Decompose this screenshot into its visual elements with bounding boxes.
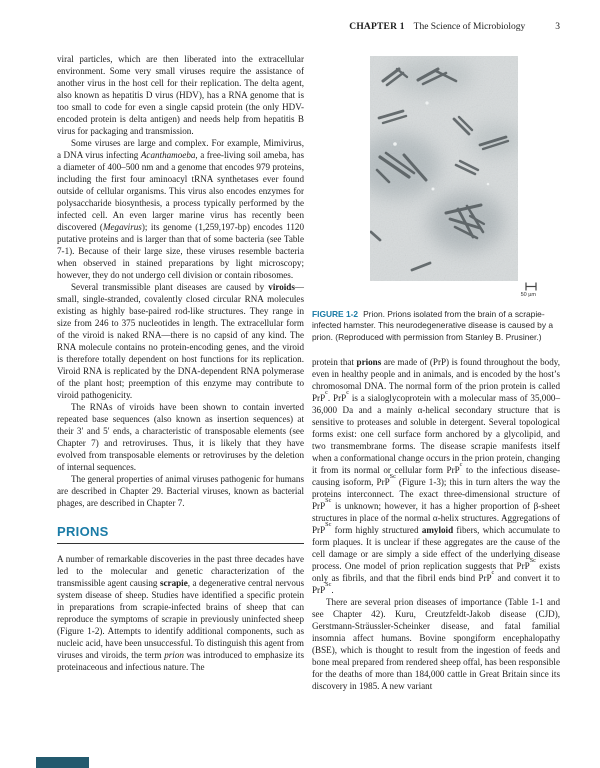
paragraph: There are several prion diseases of importance (Table 1-1 and see Chapter 42). Kuru, Creutzfeldt-Jakob disease (CJD), Gerstmann-Sträussler-Scheinker disease, and fatal familial insomnia affect humans. Bovine spongiform encephalopathy (BSE), which is thought to result from the ingestion of feeds and bone meal prepared from rendered sheep offal, has been responsible for the deaths of more than 184,000 cattle in Great Britain since its discovery in 1985. A new variant <box>312 597 560 692</box>
paragraph: protein that prions are made of (PrP) is found throughout the body, even in healthy people and in animals, and is encoded by the host’s chromosomal DNA. The normal form of the prion protein is called PrP$^c$. PrP$^c$ is a sialoglycoprotein with a molecular mass of 35,000–36,000 Da and a mainly α-helical secondary structure that is sensitive to proteases and soluble in detergent. Several topological forms exist: one cell surface form anchored by a glycolipid, and two transmembrane forms. The disease scrapie manifests itself when a conformational change occurs in the prion protein, changing it from its normal or cellular form PrP$^c$ to the infectious disease-causing isoform, PrP$^{Sc}$ (Figure 1-3); this in turn alters the way the proteins interconnect. The exact three-dimensional structure of PrP$^{Sc}$ is unknown; however, it has a higher proportion of β-sheet structures in place of the normal α-helix structures. Aggregations of PrP$^{Sc}$ form highly structured amyloid fibers, which accumulate to form plaques. It is unclear if these aggregates are the cause of the cell damage or are simply a side effect of the underlying disease process. One model of prion replication suggests that PrP$^{Sc}$ exists only as fibrils, and that the fibril ends bind PrP$^c$ and convert it to PrP$^{Sc}$. <box>312 357 560 596</box>
prion-micrograph <box>370 56 518 281</box>
figure-caption-text: Prion. Prions isolated from the brain of a scrapie-infected hamster. This neurodegenerative disease is caused by a prion. (Reproduced with permission from Stanley B. Prusiner.) <box>312 309 554 342</box>
paragraph: A number of remarkable discoveries in the past three decades have led to the molecular and genetic characterization of the transmissible agent causing scrapie, a degenerative central nervous system disease of sheep. Studies have identified a specific protein in preparations from scrapie-infected brains of sheep that can reproduce the symptoms of scrapie in previously uninfected sheep (Figure 1-2). Attempts to identify additional components, such as nucleic acid, have been unsuccessful. To distinguish this agent from viruses and viroids, the term prion was introduced to emphasize its proteinaceous and infectious nature. The <box>57 554 304 672</box>
figure-caption-label: FIGURE 1-2 <box>312 309 359 319</box>
chapter-title: The Science of Microbiology <box>413 22 526 32</box>
scale-label: 50 µm <box>520 292 536 298</box>
scale-bar <box>312 282 537 298</box>
paragraph: viral particles, which are then liberated into the extracellular environment. Some very small viruses require the assistance of another virus in the host cell for their replication. The delta agent, also known as hepatitis D virus (HDV), has a RNA genome that is too small to code for even a single capsid protein (the only HDV-encoded protein is delta antigen) and needs help from hepatitis B virus for packaging and transmission. <box>57 54 304 136</box>
scale-bar-icon <box>525 282 537 291</box>
page-number: 3 <box>555 22 560 32</box>
paragraph: The general properties of animal viruses pathogenic for humans are described in Chapter 29. Bacterial viruses, known as bacterial phages, are described in Chapter 7. <box>57 474 304 508</box>
right-paragraphs <box>312 356 560 692</box>
right-column <box>312 53 560 692</box>
section-heading-prions: PRIONS <box>57 524 304 544</box>
corner-tab <box>36 757 89 768</box>
figure-caption <box>312 309 560 343</box>
chapter-label: CHAPTER 1 <box>349 22 405 32</box>
left-column <box>57 53 304 673</box>
paragraph: Some viruses are large and complex. For example, Mimivirus, a DNA virus infecting Acanthamoeba, a free-living soil ameba, has a diameter of 400–500 nm and a genome that encodes 979 proteins, including the first four aminoacyl tRNA synthetases ever found outside of cellular organisms. This virus also encodes enzymes for polysaccharide biosynthesis, a process typically performed by the infected cell. An even larger marine virus has recently been discovered (Megavirus); its genome (1,259,197-bp) encodes 1120 putative proteins and is larger than that of some bacteria (see Table 7-1). Because of their large size, these viruses resemble bacteria when observed in stained preparations by light microscopy; however, they do not undergo cell division or contain ribosomes. <box>57 138 304 280</box>
figure-1-2 <box>312 56 560 343</box>
left-paragraphs-top <box>57 53 304 509</box>
left-paragraphs-bottom <box>57 553 304 673</box>
electron-micrograph-image <box>370 56 518 281</box>
paragraph: Several transmissible plant diseases are caused by viroids—small, single-stranded, covalently closed circular RNA molecules existing as highly base-paired rod-like structures. They range in size from 246 to 375 nucleotides in length. The extracellular form of the viroid is naked RNA—there is no capsid of any kind. The RNA molecule contains no protein-encoding genes, and the viroid is therefore totally dependent on host functions for its replication. Viroid RNA is replicated by the DNA-dependent RNA polymerase of the plant host; preemption of this enzyme may contribute to viroid pathogenicity. <box>57 282 304 400</box>
paragraph: The RNAs of viroids have been shown to contain inverted repeated base sequences (also known as insertion sequences) at their 3′ and 5′ ends, a characteristic of transposable elements (see Chapter 7) and retroviruses. Thus, it is likely that they have evolved from transposable elements or retroviruses by the deletion of internal sequences. <box>57 402 304 472</box>
page-header <box>0 22 560 32</box>
